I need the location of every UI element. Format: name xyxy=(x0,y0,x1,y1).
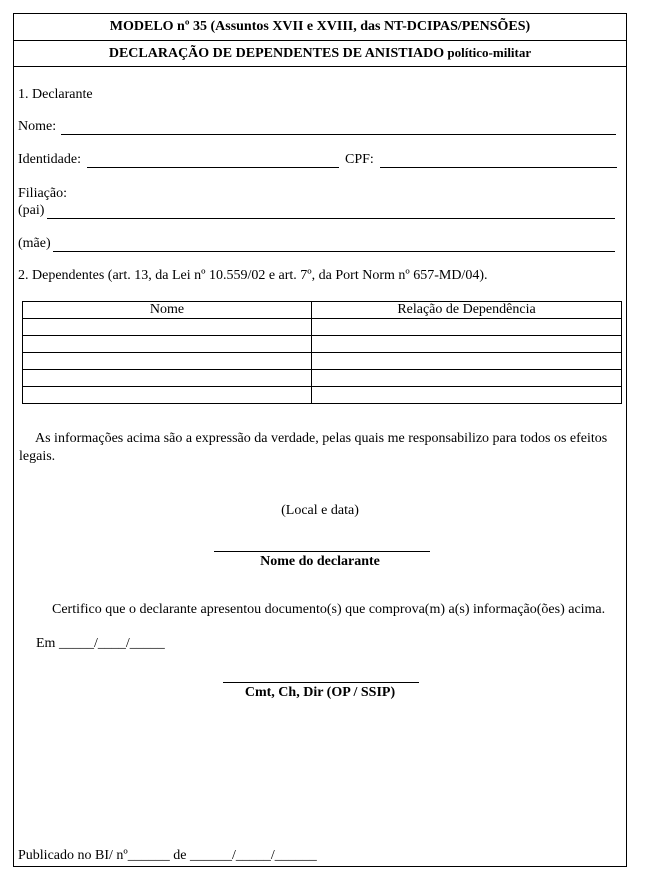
table-row xyxy=(23,387,622,404)
section2-heading: 2. Dependentes (art. 13, da Lei nº 10.559/02 e art. 7º, da Port Norm nº 657-MD/04). xyxy=(18,268,488,283)
declaration-text: As informações acima são a expressão da verdade, pelas quais me responsabilizo para todos os efeitos legais. xyxy=(19,431,608,464)
identidade-label: Identidade: xyxy=(18,152,81,167)
table-cell[interactable] xyxy=(312,319,622,336)
pai-field[interactable] xyxy=(47,218,615,219)
table-cell[interactable] xyxy=(312,353,622,370)
pai-label: (pai) xyxy=(18,203,45,218)
officer-signature-label: Cmt, Ch, Dir (OP / SSIP) xyxy=(244,685,396,700)
table-cell[interactable] xyxy=(312,370,622,387)
dependents-table xyxy=(22,301,622,404)
table-cell[interactable] xyxy=(312,387,622,404)
em-date-line[interactable]: Em _____/____/_____ xyxy=(36,636,165,651)
model-header: MODELO nº 35 (Assuntos XVII e XVIII, das NT-DCIPAS/PENSÕES) xyxy=(14,14,626,41)
table-cell[interactable] xyxy=(23,353,312,370)
table-cell[interactable] xyxy=(23,387,312,404)
table-row xyxy=(23,336,622,353)
table-row xyxy=(23,370,622,387)
table-cell[interactable] xyxy=(312,336,622,353)
table-cell[interactable] xyxy=(23,319,312,336)
table-header-row xyxy=(23,302,622,319)
table-row xyxy=(23,319,622,336)
officer-signature-line[interactable] xyxy=(223,682,419,683)
form-title-main: DECLARAÇÃO DE DEPENDENTES DE ANISTIADO xyxy=(108,46,445,61)
cpf-label: CPF: xyxy=(345,152,374,167)
identidade-field[interactable] xyxy=(87,167,339,168)
cpf-field[interactable] xyxy=(380,167,617,168)
table-cell[interactable] xyxy=(23,370,312,387)
mae-label: (mãe) xyxy=(18,236,51,251)
column-header-nome: Nome xyxy=(23,302,312,319)
declarant-signature-label: Nome do declarante xyxy=(260,554,380,569)
local-data-label: (Local e data) xyxy=(281,503,359,518)
filiacao-label: Filiação: xyxy=(18,186,67,201)
section1-heading: 1. Declarante xyxy=(18,87,93,102)
form-title xyxy=(14,40,626,67)
mae-field[interactable] xyxy=(53,251,615,252)
nome-label: Nome: xyxy=(18,119,57,134)
certify-text: Certifico que o declarante apresentou documento(s) que comprova(m) a(s) informação(ões) acima. xyxy=(52,602,606,617)
form-frame xyxy=(13,13,627,867)
column-header-relacao: Relação de Dependência xyxy=(312,302,622,319)
declarant-signature-line[interactable] xyxy=(214,551,430,552)
publication-line[interactable]: Publicado no BI/ nº______ de ______/_____/______ xyxy=(18,848,317,863)
table-cell[interactable] xyxy=(23,336,312,353)
nome-field[interactable] xyxy=(61,134,616,135)
form-title-suffix: político-militar xyxy=(444,45,532,60)
table-row xyxy=(23,353,622,370)
